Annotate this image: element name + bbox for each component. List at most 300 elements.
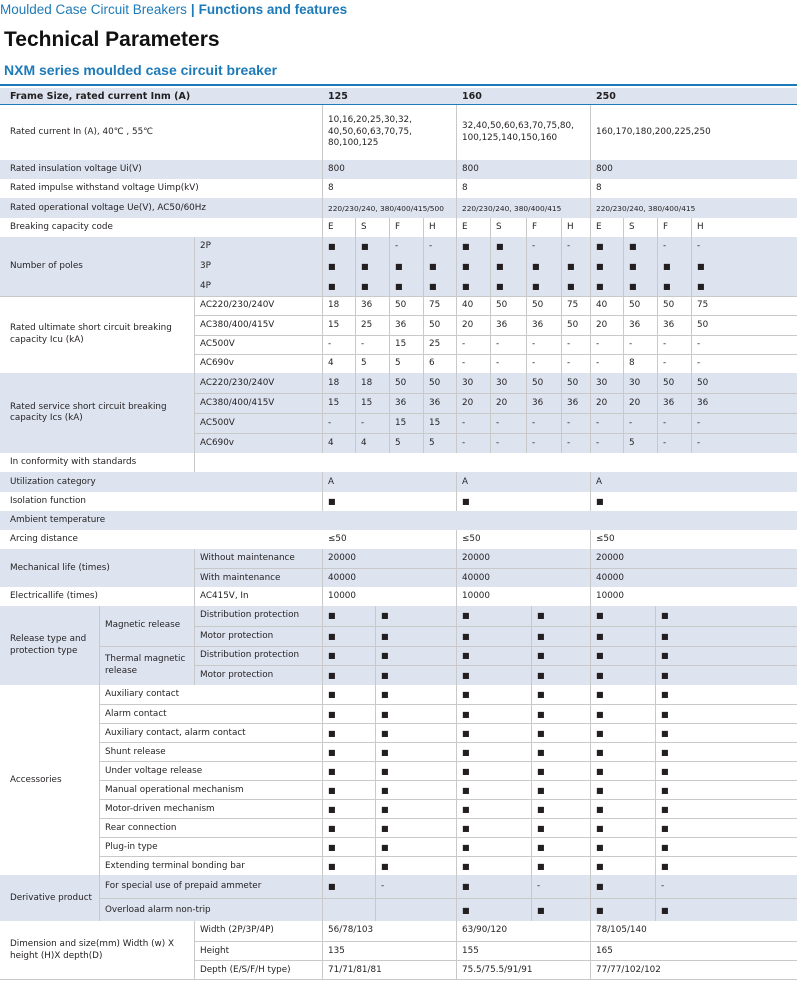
arcing-value: ≤50 xyxy=(596,534,615,544)
isolation-value: ■ xyxy=(323,492,457,511)
value-cell: 50 xyxy=(424,315,457,334)
value-cell: 15 xyxy=(390,413,424,433)
operational-label: Rated operational voltage Ue(V), AC50/60Hz xyxy=(0,198,323,218)
row-divider xyxy=(0,979,797,980)
value-cell: ■ xyxy=(591,875,656,898)
value-cell: ■ xyxy=(697,262,705,272)
ics-sub: AC690v xyxy=(195,433,323,453)
value-cell: 50 xyxy=(527,373,562,393)
value-cell: - xyxy=(527,413,562,433)
value-cell: 20 xyxy=(457,393,491,413)
icu-sub: AC690v xyxy=(195,354,323,373)
release-label: Release type and protection type xyxy=(0,606,100,685)
value-cell: ■ xyxy=(624,257,658,277)
dimension-label: Dimension and size(mm) Width (w) X height (H)X depth(D) xyxy=(0,921,195,980)
value-cell: - xyxy=(323,413,356,433)
value-cell: ■ xyxy=(591,626,656,646)
value-cell: ■ xyxy=(376,780,457,799)
value-cell: 20 xyxy=(457,315,491,334)
value-cell: ■ xyxy=(591,704,656,723)
derivative-sub: Overload alarm non-trip xyxy=(100,898,323,921)
value-cell: H xyxy=(697,222,704,232)
value-cell: ■ xyxy=(591,761,656,780)
value-cell: 5 xyxy=(390,433,424,453)
value-cell: ■ xyxy=(656,799,797,818)
value-cell: - xyxy=(390,237,424,257)
release-group-name: Magnetic release xyxy=(100,606,195,646)
value-cell: ■ xyxy=(591,818,656,837)
value-cell: - xyxy=(658,433,692,453)
accessories-label: Accessories xyxy=(0,685,100,875)
accessory-name: Extending terminal bonding bar xyxy=(100,856,323,875)
icu-sub: AC500V xyxy=(195,335,323,354)
value-cell: 18 xyxy=(323,373,356,393)
value-cell: H xyxy=(562,218,591,237)
value-cell: 50 xyxy=(562,315,591,334)
value-cell: ■ xyxy=(424,257,457,277)
isolation-value: ■ xyxy=(457,492,591,511)
electrical-value: 10000 xyxy=(457,587,591,606)
value-cell: 36 xyxy=(390,393,424,413)
section-name: Moulded Case Circuit Breakers xyxy=(0,2,187,17)
dimension-value: 75.5/75.5/91/91 xyxy=(457,960,591,980)
value-cell: ■ xyxy=(656,761,797,780)
value-cell: ■ xyxy=(323,646,376,666)
value-cell: - xyxy=(591,433,624,453)
value-cell: ■ xyxy=(527,276,562,296)
value-cell: ■ xyxy=(457,257,491,277)
mechanical-value: 40000 xyxy=(323,568,457,587)
value-cell: 5 xyxy=(424,433,457,453)
rated-current-value: 160,170,180,200,225,250 xyxy=(596,126,711,137)
ics-sub: AC220/230/240V xyxy=(195,373,323,393)
value-cell: 36 xyxy=(658,315,692,334)
value-cell: - xyxy=(457,354,491,373)
operational-value: 220/230/240, 380/400/415/500 xyxy=(323,198,457,218)
value-cell: 4 xyxy=(323,433,356,453)
frame-size-label: Frame Size, rated current Inm (A) xyxy=(10,91,191,102)
value-cell: - xyxy=(527,433,562,453)
value-cell: ■ xyxy=(532,704,591,723)
rated-current-value: 10,16,20,25,30,32, 40,50,60,63,70,75, 80,100,125 xyxy=(323,105,457,160)
value-cell: ■ xyxy=(532,856,591,875)
value-cell: - xyxy=(424,237,457,257)
accessory-name: Plug-in type xyxy=(100,837,323,856)
value-cell: ■ xyxy=(656,837,797,856)
ics-sub: AC380/400/415V xyxy=(195,393,323,413)
accessory-name: Auxiliary contact, alarm contact xyxy=(100,723,323,742)
value-cell: ■ xyxy=(457,780,532,799)
value-cell: F xyxy=(658,218,692,237)
value-cell: - xyxy=(624,335,658,354)
value-cell: F xyxy=(527,218,562,237)
release-sub: Distribution protection xyxy=(195,646,323,666)
mechanical-sub: With maintenance xyxy=(195,568,323,587)
value-cell: ■ xyxy=(532,818,591,837)
accessory-name: Under voltage release xyxy=(100,761,323,780)
value-cell: - xyxy=(697,241,701,252)
isolation-label: Isolation function xyxy=(0,492,323,511)
operational-value: 220/230/240, 380/400/415 xyxy=(457,198,591,218)
value-cell: - xyxy=(491,335,527,354)
insulation-value: 800 xyxy=(596,164,613,174)
value-cell: 50 xyxy=(697,377,709,388)
mechanical-sub: Without maintenance xyxy=(195,549,323,568)
value-cell: ■ xyxy=(591,257,624,277)
value-cell: ■ xyxy=(356,237,390,257)
rated-current-value: 32,40,50,60,63,70,75,80, 100,125,140,150,160 xyxy=(457,105,591,160)
value-cell: ■ xyxy=(457,723,532,742)
value-cell: ■ xyxy=(491,237,527,257)
value-cell: ■ xyxy=(591,898,656,921)
value-cell: 36 xyxy=(658,393,692,413)
value-cell: ■ xyxy=(591,837,656,856)
standards-label: In conformity with standards xyxy=(0,453,195,472)
icu-sub: AC220/230/240V xyxy=(195,296,323,315)
value-cell: - xyxy=(491,433,527,453)
value-cell: 20 xyxy=(491,393,527,413)
value-cell: ■ xyxy=(457,704,532,723)
value-cell: - xyxy=(591,413,624,433)
mechanical-value: 20000 xyxy=(457,549,591,568)
value-cell: 15 xyxy=(424,413,457,433)
value-cell: ■ xyxy=(624,237,658,257)
value-cell: 50 xyxy=(527,296,562,315)
value-cell: ■ xyxy=(424,276,457,296)
value-cell: ■ xyxy=(532,723,591,742)
release-sub: Motor protection xyxy=(195,626,323,646)
value-cell: ■ xyxy=(532,646,591,666)
value-cell: ■ xyxy=(390,257,424,277)
value-cell: 15 xyxy=(323,315,356,334)
value-cell: ■ xyxy=(323,818,376,837)
value-cell: ■ xyxy=(656,742,797,761)
value-cell: ■ xyxy=(457,685,532,704)
title-rule xyxy=(0,84,797,86)
value-cell: S xyxy=(356,218,390,237)
impulse-value: 8 xyxy=(457,179,591,198)
page-subtitle: NXM series moulded case circuit breaker xyxy=(4,62,278,78)
value-cell: 40 xyxy=(591,296,624,315)
value-cell: ■ xyxy=(457,742,532,761)
value-cell: 20 xyxy=(624,393,658,413)
value-cell: - xyxy=(692,354,797,373)
value-cell: 5 xyxy=(356,354,390,373)
value-cell: ■ xyxy=(532,626,591,646)
accessory-name: Auxiliary contact xyxy=(100,685,323,704)
value-cell: ■ xyxy=(356,257,390,277)
value-cell: ■ xyxy=(532,685,591,704)
value-cell: ■ xyxy=(376,606,457,626)
poles-label: Number of poles xyxy=(0,237,195,296)
value-cell: ■ xyxy=(656,856,797,875)
value-cell: ■ xyxy=(323,875,376,898)
release-sub: Motor protection xyxy=(195,665,323,685)
value-cell: ■ xyxy=(390,276,424,296)
dimension-value: 155 xyxy=(457,941,591,961)
value-cell: 30 xyxy=(624,373,658,393)
page-title: Technical Parameters xyxy=(4,28,220,51)
value-cell: 25 xyxy=(356,315,390,334)
arcing-value: ≤50 xyxy=(323,530,457,549)
release-group-name: Thermal magnetic release xyxy=(100,646,195,686)
accessory-name: Manual operational mechanism xyxy=(100,780,323,799)
value-cell: - xyxy=(323,335,356,354)
value-cell: ■ xyxy=(591,742,656,761)
value-cell: ■ xyxy=(457,237,491,257)
value-cell: 36 xyxy=(527,315,562,334)
value-cell: ■ xyxy=(532,898,591,921)
mechanical-value: 40000 xyxy=(591,568,797,587)
value-cell: E xyxy=(457,218,491,237)
isolation-value: ■ xyxy=(596,497,604,506)
poles-sub-2P: 2P xyxy=(195,237,323,257)
value-cell: ■ xyxy=(457,837,532,856)
value-cell: ■ xyxy=(532,665,591,685)
value-cell: 75 xyxy=(697,300,709,311)
value-cell: - xyxy=(658,335,692,354)
value-cell: ■ xyxy=(457,856,532,875)
value-cell: ■ xyxy=(323,799,376,818)
value-cell: ■ xyxy=(356,276,390,296)
operational-value: 220/230/240, 380/400/415 xyxy=(596,203,696,213)
value-cell: ■ xyxy=(376,704,457,723)
value-cell: 50 xyxy=(390,373,424,393)
release-sub: Distribution protection xyxy=(195,606,323,626)
value-cell: ■ xyxy=(457,606,532,626)
value-cell: 50 xyxy=(692,315,797,334)
dimension-value: 77/77/102/102 xyxy=(591,960,797,980)
section-feature: Functions and features xyxy=(198,2,348,17)
value-cell: 4 xyxy=(323,354,356,373)
value-cell: 50 xyxy=(658,373,692,393)
value-cell: - xyxy=(658,413,692,433)
value-cell xyxy=(323,898,376,921)
technical-parameters-table xyxy=(0,88,797,980)
value-cell: ■ xyxy=(532,837,591,856)
value-cell: ■ xyxy=(656,723,797,742)
icu-label: Rated ultimate short circuit breaking capacity Icu (kA) xyxy=(0,296,195,373)
value-cell: S xyxy=(491,218,527,237)
accessory-name: Rear connection xyxy=(100,818,323,837)
value-cell: - xyxy=(562,413,591,433)
value-cell: ■ xyxy=(323,276,356,296)
value-cell: 36 xyxy=(491,315,527,334)
value-cell: ■ xyxy=(562,276,591,296)
rated-current-label: Rated current In (A), 40℃ , 55℃ xyxy=(0,105,323,160)
value-cell: ■ xyxy=(376,761,457,780)
value-cell: ■ xyxy=(658,257,692,277)
value-cell: - xyxy=(562,433,591,453)
value-cell xyxy=(376,898,457,921)
value-cell: ■ xyxy=(658,276,692,296)
value-cell: 18 xyxy=(356,373,390,393)
value-cell: - xyxy=(356,335,390,354)
value-cell: H xyxy=(424,218,457,237)
value-cell: ■ xyxy=(532,761,591,780)
value-cell: ■ xyxy=(457,875,532,898)
value-cell: ■ xyxy=(376,665,457,685)
impulse-value: 8 xyxy=(323,179,457,198)
value-cell: F xyxy=(390,218,424,237)
value-cell: - xyxy=(591,354,624,373)
value-cell: ■ xyxy=(376,799,457,818)
value-cell: - xyxy=(356,413,390,433)
value-cell: ■ xyxy=(457,646,532,666)
value-cell: 50 xyxy=(390,296,424,315)
value-cell: ■ xyxy=(323,257,356,277)
electrical-value: 10000 xyxy=(323,587,457,606)
value-cell: - xyxy=(457,433,491,453)
value-cell: ■ xyxy=(376,837,457,856)
value-cell: ■ xyxy=(591,665,656,685)
value-cell: 36 xyxy=(424,393,457,413)
value-cell: 36 xyxy=(527,393,562,413)
value-cell: ■ xyxy=(457,276,491,296)
value-cell: ■ xyxy=(323,606,376,626)
value-cell: ■ xyxy=(532,742,591,761)
value-cell: ■ xyxy=(323,626,376,646)
value-cell: 75 xyxy=(562,296,591,315)
frame-size-160: 160 xyxy=(462,91,482,102)
value-cell: ■ xyxy=(661,611,669,621)
value-cell: ■ xyxy=(457,818,532,837)
icu-sub: AC380/400/415V xyxy=(195,315,323,334)
value-cell: - xyxy=(532,875,591,898)
impulse-label: Rated impulse withstand voltage Uimp(kV) xyxy=(0,179,323,198)
poles-sub-3P: 3P xyxy=(195,257,323,277)
value-cell: ■ xyxy=(457,799,532,818)
value-cell: 4 xyxy=(356,433,390,453)
value-cell: 75 xyxy=(424,296,457,315)
value-cell: ■ xyxy=(323,723,376,742)
value-cell: ■ xyxy=(591,646,656,666)
value-cell: 15 xyxy=(323,393,356,413)
value-cell: ■ xyxy=(532,799,591,818)
value-cell: ■ xyxy=(376,626,457,646)
value-cell: - xyxy=(624,413,658,433)
value-cell: ■ xyxy=(376,646,457,666)
value-cell: 40 xyxy=(457,296,491,315)
value-cell: 20 xyxy=(591,393,624,413)
dimension-sub: Width (2P/3P/4P) xyxy=(195,921,323,941)
value-cell: ■ xyxy=(457,626,532,646)
value-cell: 20 xyxy=(591,315,624,334)
value-cell: 36 xyxy=(390,315,424,334)
value-cell: ■ xyxy=(376,818,457,837)
value-cell: ■ xyxy=(323,704,376,723)
value-cell: ■ xyxy=(656,780,797,799)
dimension-value: 63/90/120 xyxy=(457,921,591,941)
value-cell: 30 xyxy=(491,373,527,393)
value-cell: 36 xyxy=(692,393,797,413)
value-cell: 8 xyxy=(624,354,658,373)
value-cell: ■ xyxy=(656,665,797,685)
value-cell: - xyxy=(661,881,665,891)
value-cell: S xyxy=(624,218,658,237)
header-separator: | xyxy=(190,2,195,17)
value-cell: ■ xyxy=(591,685,656,704)
value-cell: ■ xyxy=(591,276,624,296)
value-cell: ■ xyxy=(323,780,376,799)
value-cell: - xyxy=(527,237,562,257)
value-cell: - xyxy=(658,354,692,373)
value-cell: ■ xyxy=(376,856,457,875)
value-cell: - xyxy=(692,413,797,433)
section-header xyxy=(0,2,347,17)
value-cell: 36 xyxy=(356,296,390,315)
value-cell: E xyxy=(323,218,356,237)
value-cell: - xyxy=(491,413,527,433)
value-cell: 36 xyxy=(562,393,591,413)
ics-label: Rated service short circuit breaking capacity Ics (kA) xyxy=(0,373,195,453)
dimension-value: 135 xyxy=(323,941,457,961)
value-cell: ■ xyxy=(323,761,376,780)
value-cell: - xyxy=(692,433,797,453)
dimension-value: 165 xyxy=(591,941,797,961)
utilization-value: A xyxy=(457,472,591,492)
value-cell: - xyxy=(562,354,591,373)
value-cell: - xyxy=(457,413,491,433)
value-cell: ■ xyxy=(527,257,562,277)
value-cell: ■ xyxy=(656,626,797,646)
value-cell: 50 xyxy=(624,296,658,315)
arcing-label: Arcing distance xyxy=(10,534,78,544)
value-cell: 30 xyxy=(591,373,624,393)
value-cell: - xyxy=(658,237,692,257)
derivative-sub: For special use of prepaid ammeter xyxy=(100,875,323,898)
poles-sub-4P: 4P xyxy=(195,276,323,296)
value-cell: ■ xyxy=(323,856,376,875)
breaking-code-label: Breaking capacity code xyxy=(0,218,323,237)
value-cell: ■ xyxy=(562,257,591,277)
value-cell: ■ xyxy=(323,237,356,257)
value-cell: 36 xyxy=(624,315,658,334)
value-cell: 50 xyxy=(658,296,692,315)
value-cell: 5 xyxy=(390,354,424,373)
value-cell: - xyxy=(527,354,562,373)
value-cell: 5 xyxy=(624,433,658,453)
dimension-sub: Height xyxy=(195,941,323,961)
value-cell: ■ xyxy=(656,646,797,666)
mechanical-value: 40000 xyxy=(457,568,591,587)
value-cell: ■ xyxy=(491,276,527,296)
value-cell: ■ xyxy=(532,606,591,626)
value-cell: ■ xyxy=(376,742,457,761)
value-cell: ■ xyxy=(491,257,527,277)
value-cell: ■ xyxy=(656,704,797,723)
value-cell: - xyxy=(491,354,527,373)
electrical-sub: AC415V, In xyxy=(195,587,323,606)
value-cell: ■ xyxy=(624,276,658,296)
frame-size-125: 125 xyxy=(328,91,348,102)
dimension-sub: Depth (E/S/F/H type) xyxy=(195,960,323,980)
value-cell: - xyxy=(591,335,624,354)
value-cell: ■ xyxy=(323,837,376,856)
ambient-label: Ambient temperature xyxy=(10,515,106,525)
value-cell: 50 xyxy=(491,296,527,315)
value-cell: ■ xyxy=(323,685,376,704)
value-cell: - xyxy=(562,335,591,354)
value-cell: ■ xyxy=(591,606,656,626)
utilization-value: A xyxy=(596,476,603,487)
value-cell: ■ xyxy=(591,856,656,875)
dimension-value: 71/71/81/81 xyxy=(323,960,457,980)
insulation-value: 800 xyxy=(323,160,457,179)
value-cell: - xyxy=(527,335,562,354)
impulse-value: 8 xyxy=(596,183,602,193)
utilization-value: A xyxy=(323,472,457,492)
